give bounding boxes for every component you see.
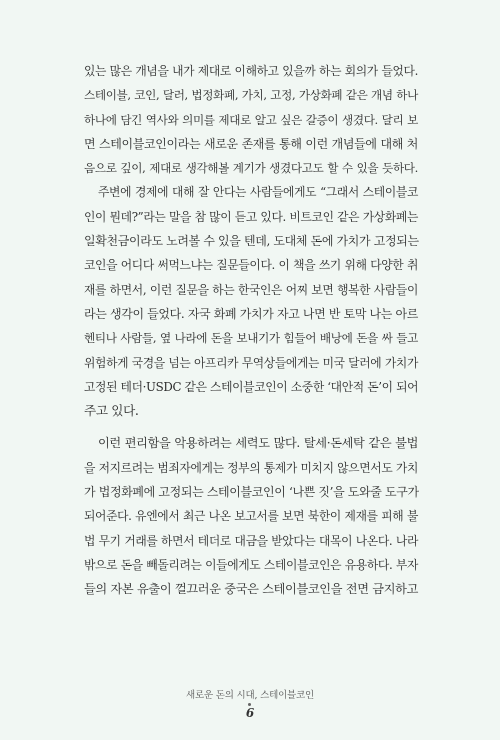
text-line: 가 법정화폐에 고정되는 스테이블코인이 ‘나쁜 짓’을 도와줄 도구가 (84, 485, 419, 500)
running-footer-title: 새로운 돈의 시대, 스테이블코인 (186, 690, 314, 701)
text-line: 재를 하면서, 이런 질문을 하는 한국인은 어찌 보면 행복한 사람들이 (84, 282, 418, 297)
text-line: 법 무기 거래를 하면서 테더로 대금을 받았다는 대목이 나온다. 나라 (84, 533, 418, 548)
text-line: 이런 편리함을 악용하려는 세력도 많다. 탈세·돈세탁 같은 불법 (98, 436, 418, 451)
text-line: 라는 생각이 들었다. 자국 화폐 가치가 자고 나면 반 토막 나는 아르 (84, 306, 418, 321)
paragraph-gap (84, 423, 418, 431)
text-line: 을 저지르려는 범죄자에게는 정부의 통제가 미치지 않으면서도 가치 (84, 460, 418, 475)
paragraph (84, 431, 418, 601)
paragraph (84, 180, 418, 423)
text-line: 위험하게 국경을 넘는 아프리카 무역상들에게는 미국 달러에 가치가 (84, 355, 418, 370)
paragraph (84, 59, 418, 180)
text-line: 인이 뭔데?”라는 말을 참 많이 듣고 있다. 비트코인 같은 가상화폐는 (84, 209, 418, 224)
text-line: 코인을 어디다 써먹느냐는 질문들이다. 이 책을 쓰기 위해 다양한 취 (84, 258, 418, 273)
page-number: 6 (245, 706, 255, 720)
text-line: 주변에 경제에 대해 잘 안다는 사람들에게도 “그래서 스테이블코 (98, 185, 418, 200)
text-line: 들의 자본 유출이 껄끄러운 중국은 스테이블코인을 전면 금지하고 (84, 582, 418, 597)
body-text (84, 59, 418, 602)
text-line: 일확천금이라도 노려볼 수 있을 텐데, 도대체 돈에 가치가 고정되는 (84, 234, 419, 249)
text-line: 주고 있다. (84, 403, 139, 419)
text-line: 고정된 테더·USDC 같은 스테이블코인이 소중한 ‘대안적 돈’이 되어 (84, 379, 419, 394)
text-line: 음으로 깊이, 제대로 생각해볼 계기가 생겼다고도 할 수 있을 듯하다. (84, 161, 418, 176)
text-line: 되어준다. 유엔에서 최근 나온 보고서를 보면 북한이 제재를 피해 불 (84, 509, 418, 524)
text-line: 헨티나 사람들, 옆 나라에 돈을 보내기가 힘들어 배낭에 돈을 싸 들고 (84, 331, 418, 346)
text-line: 하나에 담긴 역사와 의미를 제대로 알고 싶은 갈증이 생겼다. 달리 보 (84, 112, 418, 127)
text-line: 면 스테이블코인이라는 새로운 존재를 통해 이런 개념들에 대해 처 (84, 136, 418, 151)
text-line: 있는 많은 개념을 내가 제대로 이해하고 있을까 하는 회의가 들었다. (84, 64, 418, 78)
text-line: 밖으로 돈을 빼돌리려는 이들에게도 스테이블코인은 유용하다. 부자 (84, 557, 418, 572)
text-line: 스테이블, 코인, 달러, 법정화폐, 가치, 고정, 가상화폐 같은 개념 하나 (84, 88, 418, 103)
